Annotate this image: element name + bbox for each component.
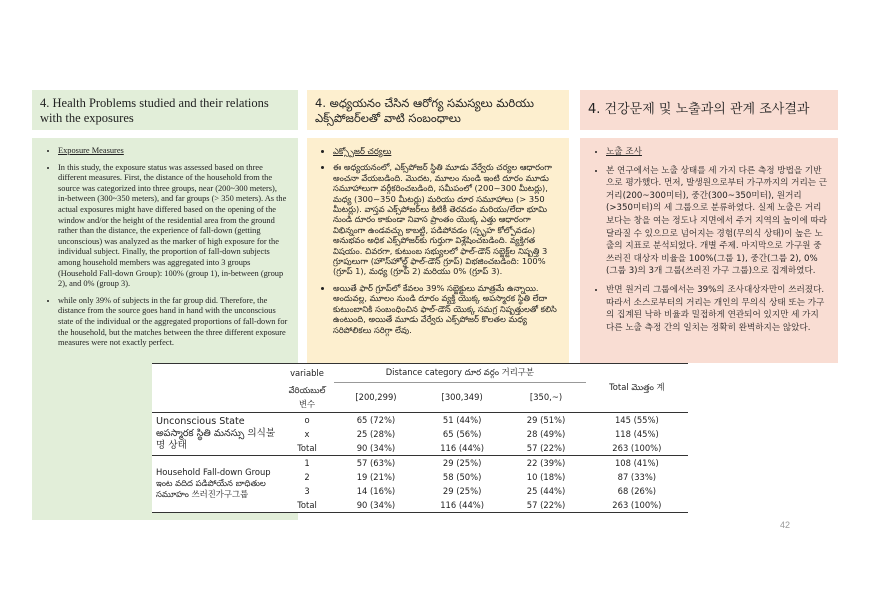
variable-header-ml: వేరియబుల్ 변수 bbox=[288, 384, 326, 409]
bin-header: [350,~) bbox=[529, 392, 563, 403]
telugu-bullet-1: • ఈ అధ్యయనంలో, ఎక్స్‌పోజర్ స్థితి మూడు వేర్వేరు చర్యల ఆధారంగా అంచనా వేయబడింది. మొదట, మూలం నుండి ఇంటి దూరం మూడు సమూహాలుగా వర్గీకరించబడింది, సమీపంలో (200~300 మీటర్లు), మధ్య (300~350 మీటర్లు) మరియు దూర సమూహాలు (> 350 మీటర్లు). వాస్తవ ఎక్స్‌పోజర్‌లు కిటికీ తెరవడం మరియు/లేదా భూమి నుండి దూరం కాకుండా నివాస ప్రాంతం యొక్క ఎత్తు ఆధారంగా విభిన్నంగా ఉండవచ్చు కాబట్టి, పడిపోవడం (స్పృహ కోల్పోవడం) అనుభవం అధిక ఎక్స్‌పోజర్‌కు గుర్తుగా విశ్లేషించబడింది. వ్యక్తిగత విషయం. చివరగా, కుటుంబ సభ్యులలో ఫాల్-డౌన్ సబ్జెక్ట్‌ల నిష్పత్తి 3 గ్రూపులుగా (హౌస్‌హోల్డ్ ఫాల్-డౌన్ గ్రూప్) విభజించబడింది: 100% (గ్రూప్ 1), మధ్య (గ్రూప్ 2) మరియు 0% (గ్రూప్ 3). bbox=[333, 162, 559, 276]
telugu-bullet-2: • అయితే ఫార్ గ్రూప్‌లో కేవలం 39% సబ్జెక్టులు మాత్రమే ఉన్నాయి. అందువల్ల, మూలం నుండి దూరం వ్యక్తి యొక్క అపస్మారక స్థితి లేదా కుటుంబానికి సంబంధించిన ఫాల్-డౌన్ యొక్క సమగ్ర నిష్పత్తులతో కలిసి ఉంటుంది, అయితే మూడు వేర్వేరు ఎక్స్‌పోజర్ కొలతల మధ్య సరిపోలికలు సరిగ్గా లేవు. bbox=[333, 283, 559, 335]
row-key: 2 bbox=[304, 471, 310, 482]
table-cell: 51 (44%) bbox=[442, 414, 482, 425]
table-header-blank-2 bbox=[152, 383, 280, 413]
table-cell: 22 (39%) bbox=[526, 457, 566, 468]
table-header-blank bbox=[152, 364, 280, 383]
table-cell: 116 (44%) bbox=[440, 499, 485, 510]
bin-header: [300,349) bbox=[441, 392, 483, 403]
variable-header: variable bbox=[290, 368, 324, 379]
table-cell: 65 (56%) bbox=[442, 428, 482, 439]
row-key: Total bbox=[297, 499, 317, 510]
page-number: 42 bbox=[780, 520, 791, 530]
korean-bullet-1: • 본 연구에서는 노출 상태를 세 가지 다른 측정 방법을 기반으로 평가했다. 먼저, 발생원으로부터 가구까지의 거리는 근거리(200~300미터), 중간(300~350미터), 원거리(>350미터)의 세 그룹으로 분류하였다. 실제 노출은 거리보다는 창을 여는 정도나 지면에서 주거 지역의 높이에 따라 달라질 수 있으므로 넘어지는 경험(무의식 상태)이 높은 노출의 지표로 분석되었다. 개별 주제. 마지막으로 가구원 중 쓰러진 대상자 비율을 100%(그룹 1), 중간(그룹 2), 0%(그룹 3)의 3개 그룹(쓰러진 가구 그룹)으로 집계하였다. bbox=[606, 165, 828, 278]
bin-header: [200,299) bbox=[355, 392, 397, 403]
table-cell: 90 (34%) bbox=[356, 499, 396, 510]
total-header: Total మొత్తం 계 bbox=[609, 381, 665, 392]
table-cell: 145 (55%) bbox=[614, 414, 659, 425]
table-cell: 87 (33%) bbox=[617, 471, 657, 482]
row-key: x bbox=[304, 428, 310, 439]
table-cell: 28 (49%) bbox=[526, 428, 566, 439]
korean-header: 4. 건강문제 및 노출과의 관계 조사결과 bbox=[580, 90, 838, 130]
row-key: o bbox=[304, 414, 310, 425]
telugu-column bbox=[307, 138, 569, 363]
table-cell: 57 (63%) bbox=[356, 457, 396, 468]
table-cell: 57 (22%) bbox=[526, 499, 566, 510]
table-cell: 25 (44%) bbox=[526, 485, 566, 496]
group-label-unconscious: Unconscious State అపస్మారక స్థితి మనస్సు 의식불명 상태 bbox=[156, 415, 276, 451]
table-cell: 65 (72%) bbox=[356, 414, 396, 425]
distance-header: Distance category దూర వర్గం 거리구분 bbox=[334, 364, 586, 383]
table-row bbox=[152, 455, 688, 470]
group-label-household: Household Fall-down Group ఇంట వదిద పడిపోయేన బాధితుల సమూహం 쓰러진가구그룹 bbox=[156, 467, 271, 499]
korean-bullet-2: • 반면 원거리 그룹에서는 39%의 조사대상자만이 쓰러졌다. 따라서 소스로부터의 거리는 개인의 무의식 상태 또는 가구의 집계된 낙하 비율과 밀접하게 연관되어 있지만 세 가지 다른 노출 측정 간의 일치는 정확히 완벽하지는 않았다. bbox=[606, 284, 828, 334]
table-cell: 108 (41%) bbox=[614, 457, 659, 468]
table-row bbox=[152, 412, 688, 427]
table-cell: 29 (25%) bbox=[442, 457, 482, 468]
table-cell: 118 (45%) bbox=[614, 428, 659, 439]
english-header: 4. Health Problems studied and their relations with the exposures bbox=[32, 90, 298, 130]
english-bullet-1: • In this study, the exposure status was assessed based on three different measures. First, the distance of the household from the source was categorized into three groups, near (200~300 meters), in-between (300~350 meters), and far groups (> 350 meters). As the actual exposures might have differed based on the opening of the window and/or the height of the residential area from the ground rather than the distance, the experience of fall-down (getting unconscious) was analyzed as the marker of high exposure for the individual subject. Finally, the proportion of fall-down subjects among household members was aggregated into 3 groups (Household Fall-down Group): 100% (group 1), in-between (group 2), and 0% (group 3). bbox=[58, 163, 288, 290]
table-cell: 19 (21%) bbox=[356, 471, 396, 482]
table-cell: 10 (18%) bbox=[526, 471, 566, 482]
table-cell: 68 (26%) bbox=[617, 485, 657, 496]
table-cell: 57 (22%) bbox=[526, 442, 566, 453]
row-key: 3 bbox=[304, 485, 310, 496]
english-bullet-title: • Exposure Measures bbox=[58, 146, 288, 157]
table-cell: 58 (50%) bbox=[442, 471, 482, 482]
table-cell: 29 (25%) bbox=[442, 485, 482, 496]
table-cell: 263 (100%) bbox=[612, 442, 662, 453]
table-cell: 25 (28%) bbox=[356, 428, 396, 439]
table-cell: 29 (51%) bbox=[526, 414, 566, 425]
table-cell: 263 (100%) bbox=[612, 499, 662, 510]
korean-bullet-title: • 노출 조사 bbox=[606, 146, 828, 159]
exposure-table bbox=[152, 363, 688, 513]
english-bullet-2: • while only 39% of subjects in the far group did. Therefore, the distance from the source goes hand in hand with the unconscious state of the individual or the aggregated proportions of fall-down for the household, but the matches between the three different exposure measures were not exactly perfect. bbox=[58, 296, 288, 349]
table-cell: 90 (34%) bbox=[356, 442, 396, 453]
table-cell: 14 (16%) bbox=[356, 485, 396, 496]
row-key: 1 bbox=[304, 457, 310, 468]
telugu-header: 4. అధ్యయనం చేసిన ఆరోగ్య సమస్యలు మరియు ఎక్స్‌పోజర్‌లతో వాటి సంబంధాలు bbox=[307, 90, 569, 130]
row-key: Total bbox=[297, 442, 317, 453]
telugu-bullet-title: • ఎక్స్పోజర్ చర్యలు bbox=[333, 146, 559, 156]
korean-column bbox=[580, 138, 838, 363]
table-cell: 116 (44%) bbox=[440, 442, 485, 453]
